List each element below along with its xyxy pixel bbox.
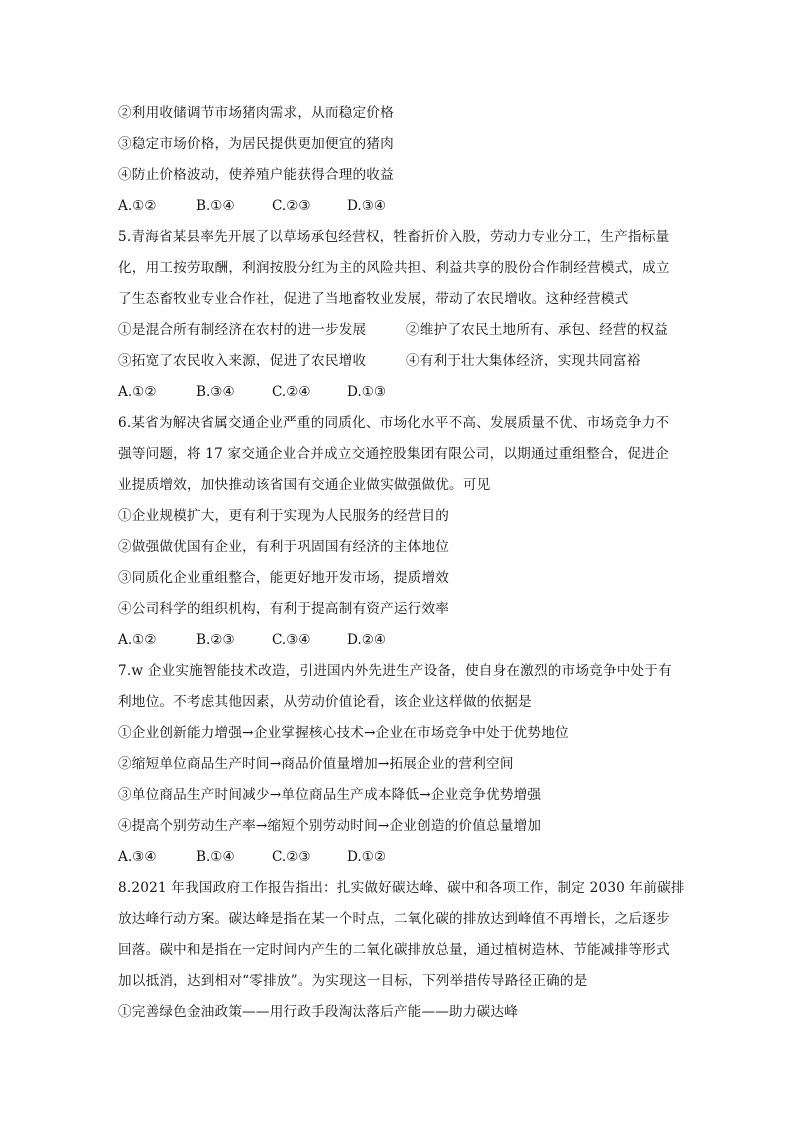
q7-stem-line: 7.w 企业实施智能技术改造，引进国内外先进生产设备，使自身在激烈的市场竞争中处于有 bbox=[118, 663, 672, 679]
option-a: A.③④ bbox=[118, 849, 157, 865]
q5-statements-row bbox=[118, 352, 641, 370]
q5-stem-line: 5.青海省某县率先开展了以草场承包经营权，牲畜折价入股，劳动力专业分工，生产指标量 bbox=[118, 229, 670, 245]
q4-options bbox=[118, 197, 407, 215]
option-b: B.②③ bbox=[196, 632, 235, 648]
option-d: D.③④ bbox=[347, 198, 387, 214]
q5-statement-1: ①是混合所有制经济在农村的进一步发展 bbox=[118, 322, 367, 338]
q6-statement-2: ②做强做优国有企业，有利于巩固国有经济的主体地位 bbox=[118, 539, 450, 555]
q6-stem-line: 6.某省为解决省属交通企业严重的同质化、市场化水平不高、发展质量不优、市场竞争力不 bbox=[118, 415, 670, 431]
q5-options bbox=[118, 383, 407, 401]
q7-statement-3: ③单位商品生产时间减少→单位商品生产成本降低→企业竞争优势增强 bbox=[118, 787, 542, 803]
option-b: B.①④ bbox=[196, 849, 235, 865]
option-c: C.②③ bbox=[272, 849, 311, 865]
q6-stem-line: 业提质增效，加快推动该省国有交通企业做实做强做优。可见 bbox=[118, 477, 491, 493]
q8-stem-line: 回落。碳中和是指在一定时间内产生的二氧化碳排放总量，通过植树造林、节能减排等形式 bbox=[118, 942, 670, 958]
q7-stem-line: 利地位。不考虑其他因素，从劳动价值论看，该企业这样做的依据是 bbox=[118, 694, 532, 710]
q7-options bbox=[118, 848, 407, 866]
q4-statement-2: ②利用收储调节市场猪肉需求，从而稳定价格 bbox=[118, 105, 394, 121]
q5-statements-row bbox=[118, 321, 668, 339]
q6-options bbox=[118, 631, 407, 649]
option-c: C.②④ bbox=[272, 384, 311, 400]
q6-statement-3: ③同质化企业重组整合，能更好地开发市场，提质增效 bbox=[118, 570, 450, 586]
q5-stem-line: 化，用工按劳取酬，利润按股分红为主的风险共担、利益共享的股份合作制经营模式，成立 bbox=[118, 260, 670, 276]
option-c: C.③④ bbox=[272, 632, 311, 648]
q5-statement-3: ③拓宽了农民收入来源，促进了农民增收 bbox=[118, 353, 367, 369]
q4-statement-3: ③稳定市场价格，为居民提供更加便宜的猪肉 bbox=[118, 136, 394, 152]
q8-stem-line: 加以抵消，达到相对“零排放”。为实现这一目标，下列举措传导路径正确的是 bbox=[118, 973, 588, 989]
q8-stem-line: 放达峰行动方案。碳达峰是指在某一个时点，二氧化碳的排放达到峰值不再增长，之后逐步 bbox=[118, 911, 670, 927]
q8-stem-line: 8.2021 年我国政府工作报告指出：扎实做好碳达峰、碳中和各项工作，制定 2030 年前碳排 bbox=[118, 880, 685, 896]
option-a: A.①② bbox=[118, 198, 157, 214]
option-d: D.①② bbox=[347, 849, 387, 865]
option-a: A.①② bbox=[118, 632, 157, 648]
option-d: D.②④ bbox=[347, 632, 387, 648]
option-a: A.①② bbox=[118, 384, 157, 400]
option-c: C.②③ bbox=[272, 198, 311, 214]
option-b: B.①④ bbox=[196, 198, 235, 214]
q6-stem-line: 强等问题，将 17 家交通企业合并成立交通控股集团有限公司，以期通过重组整合，促进企 bbox=[118, 446, 669, 462]
q4-statement-4: ④防止价格波动，使养殖户能获得合理的收益 bbox=[118, 167, 394, 183]
q5-stem-line: 了生态畜牧业专业合作社，促进了当地畜牧业发展，带动了农民增收。这种经营模式 bbox=[118, 291, 629, 307]
q7-statement-2: ②缩短单位商品生产时间→商品价值量增加→拓展企业的营利空间 bbox=[118, 756, 514, 772]
q8-statement-1: ①完善绿色金油政策——用行政手段淘汰落后产能——助力碳达峰 bbox=[118, 1004, 519, 1020]
q7-statement-4: ④提高个别劳动生产率→缩短个别劳动时间→企业创造的价值总量增加 bbox=[118, 818, 542, 834]
q6-statement-4: ④公司科学的组织机构，有利于提高制有资产运行效率 bbox=[118, 601, 450, 617]
q5-statement-2: ②维护了农民土地所有、承包、经营的权益 bbox=[406, 322, 669, 338]
option-b: B.③④ bbox=[196, 384, 235, 400]
q5-statement-4: ④有利于壮大集体经济，实现共同富裕 bbox=[406, 353, 641, 369]
q7-statement-1: ①企业创新能力增强→企业掌握核心技术→企业在市场竞争中处于优势地位 bbox=[118, 725, 569, 741]
q6-statement-1: ①企业规模扩大，更有利于实现为人民服务的经营目的 bbox=[118, 508, 450, 524]
option-d: D.①③ bbox=[347, 384, 387, 400]
